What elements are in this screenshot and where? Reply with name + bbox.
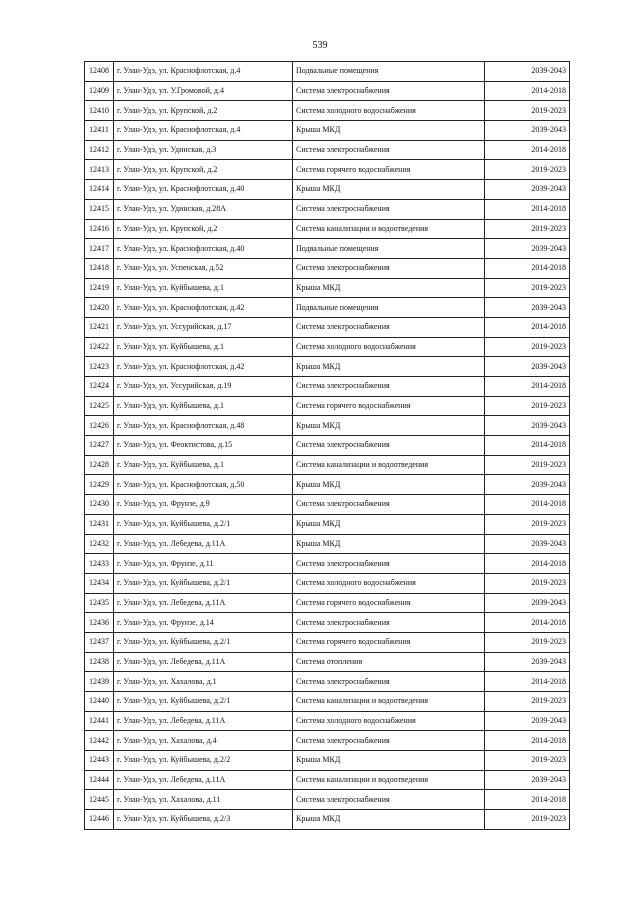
table-row	[85, 121, 570, 141]
row-period: 2014-2018	[485, 672, 570, 692]
row-address: г. Улан-Удэ, ул. Краснофлотская, д.48	[114, 416, 293, 436]
row-period: 2014-2018	[485, 258, 570, 278]
table-row	[85, 672, 570, 692]
row-address: г. Улан-Удэ, ул. Куйбышева, д.2/2	[114, 751, 293, 771]
row-number: 12422	[85, 337, 114, 357]
row-address: г. Улан-Удэ, ул. Хахалова, д.11	[114, 790, 293, 810]
row-number: 12414	[85, 180, 114, 200]
row-number: 12442	[85, 731, 114, 751]
table-row	[85, 790, 570, 810]
row-system: Система электроснабжения	[293, 495, 485, 515]
row-system: Система горячего водоснабжения	[293, 160, 485, 180]
row-system: Система электроснабжения	[293, 613, 485, 633]
row-number: 12440	[85, 692, 114, 712]
row-number: 12444	[85, 770, 114, 790]
row-address: г. Улан-Удэ, ул. Фрунзе, д.14	[114, 613, 293, 633]
row-address: г. Улан-Удэ, ул. Краснофлотская, д.4	[114, 62, 293, 82]
row-period: 2019-2023	[485, 455, 570, 475]
row-system: Подвальные помещения	[293, 62, 485, 82]
table-row	[85, 317, 570, 337]
table-row	[85, 357, 570, 377]
page-number: 539	[312, 40, 328, 51]
row-number: 12410	[85, 101, 114, 121]
row-system: Система холодного водоснабжения	[293, 101, 485, 121]
row-period: 2019-2023	[485, 101, 570, 121]
row-system: Система холодного водоснабжения	[293, 573, 485, 593]
table-row	[85, 652, 570, 672]
row-address: г. Улан-Удэ, ул. Краснофлотская, д.42	[114, 357, 293, 377]
row-period: 2014-2018	[485, 317, 570, 337]
row-address: г. Улан-Удэ, ул. Лебедева, д.11А	[114, 770, 293, 790]
row-period: 2039-2043	[485, 593, 570, 613]
table-row	[85, 298, 570, 318]
row-number: 12446	[85, 810, 114, 830]
table-row	[85, 337, 570, 357]
row-address: г. Улан-Удэ, ул. Лебедева, д.11А	[114, 593, 293, 613]
row-number: 12443	[85, 751, 114, 771]
row-address: г. Улан-Удэ, ул. Краснофлотская, д.42	[114, 298, 293, 318]
row-address: г. Улан-Удэ, ул. Удинская, д.28А	[114, 199, 293, 219]
table-row	[85, 810, 570, 830]
row-period: 2019-2023	[485, 632, 570, 652]
row-number: 12436	[85, 613, 114, 633]
table-row	[85, 101, 570, 121]
table-row	[85, 416, 570, 436]
row-number: 12437	[85, 632, 114, 652]
row-period: 2039-2043	[485, 357, 570, 377]
row-number: 12411	[85, 121, 114, 141]
row-address: г. Улан-Удэ, ул. Лебедева, д.11А	[114, 534, 293, 554]
row-address: г. Улан-Удэ, ул. Краснофлотская, д.4	[114, 121, 293, 141]
row-period: 2039-2043	[485, 239, 570, 259]
row-period: 2019-2023	[485, 278, 570, 298]
row-address: г. Улан-Удэ, ул. Куйбышева, д.2/1	[114, 514, 293, 534]
row-address: г. Улан-Удэ, ул. Куйбышева, д.1	[114, 337, 293, 357]
row-number: 12431	[85, 514, 114, 534]
row-number: 12415	[85, 199, 114, 219]
row-system: Система канализации и водоотведения	[293, 692, 485, 712]
row-system: Система электроснабжения	[293, 258, 485, 278]
row-period: 2019-2023	[485, 514, 570, 534]
row-address: г. Улан-Удэ, ул. Краснофлотская, д.50	[114, 475, 293, 495]
row-system: Крыша МКД	[293, 514, 485, 534]
row-number: 12409	[85, 81, 114, 101]
table-row	[85, 475, 570, 495]
table-row	[85, 554, 570, 574]
row-number: 12416	[85, 219, 114, 239]
table-row	[85, 436, 570, 456]
row-system: Система электроснабжения	[293, 317, 485, 337]
row-address: г. Улан-Удэ, ул. Куйбышева, д.2/1	[114, 632, 293, 652]
row-system: Система канализации и водоотведения	[293, 770, 485, 790]
row-number: 12427	[85, 436, 114, 456]
row-system: Крыша МКД	[293, 180, 485, 200]
row-period: 2039-2043	[485, 416, 570, 436]
row-system: Система электроснабжения	[293, 377, 485, 397]
row-address: г. Улан-Удэ, ул. Крупской, д.2	[114, 160, 293, 180]
table-row	[85, 62, 570, 82]
row-period: 2019-2023	[485, 751, 570, 771]
row-address: г. Улан-Удэ, ул. Фрунзе, д.9	[114, 495, 293, 515]
row-system: Крыша МКД	[293, 121, 485, 141]
table-row	[85, 573, 570, 593]
row-system: Система горячего водоснабжения	[293, 632, 485, 652]
row-number: 12408	[85, 62, 114, 82]
table-row	[85, 140, 570, 160]
row-period: 2014-2018	[485, 554, 570, 574]
row-address: г. Улан-Удэ, ул. Крупской, д.2	[114, 219, 293, 239]
row-address: г. Улан-Удэ, ул. Куйбышева, д.1	[114, 396, 293, 416]
row-period: 2039-2043	[485, 711, 570, 731]
row-period: 2039-2043	[485, 475, 570, 495]
table-row	[85, 396, 570, 416]
row-number: 12426	[85, 416, 114, 436]
row-system: Система холодного водоснабжения	[293, 337, 485, 357]
row-system: Система холодного водоснабжения	[293, 711, 485, 731]
row-period: 2019-2023	[485, 396, 570, 416]
row-period: 2039-2043	[485, 652, 570, 672]
row-system: Система горячего водоснабжения	[293, 396, 485, 416]
table-row	[85, 455, 570, 475]
row-system: Подвальные помещения	[293, 239, 485, 259]
row-period: 2039-2043	[485, 298, 570, 318]
row-address: г. Улан-Удэ, ул. Краснофлотская, д.40	[114, 239, 293, 259]
table-row	[85, 278, 570, 298]
register-table	[84, 61, 570, 830]
row-period: 2014-2018	[485, 731, 570, 751]
row-address: г. Улан-Удэ, ул. Уссурийская, д.17	[114, 317, 293, 337]
row-period: 2014-2018	[485, 140, 570, 160]
row-address: г. Улан-Удэ, ул. Хахалова, д.1	[114, 672, 293, 692]
row-number: 12413	[85, 160, 114, 180]
table-row	[85, 593, 570, 613]
row-address: г. Улан-Удэ, ул. Лебедева, д.11А	[114, 711, 293, 731]
row-address: г. Улан-Удэ, ул. Феоктистова, д.15	[114, 436, 293, 456]
row-address: г. Улан-Удэ, ул. Хахалова, д.4	[114, 731, 293, 751]
row-period: 2019-2023	[485, 160, 570, 180]
table-row	[85, 692, 570, 712]
row-address: г. Улан-Удэ, ул. Куйбышева, д.1	[114, 278, 293, 298]
row-system: Система электроснабжения	[293, 672, 485, 692]
row-system: Крыша МКД	[293, 357, 485, 377]
row-period: 2019-2023	[485, 810, 570, 830]
row-address: г. Улан-Удэ, ул. Успенская, д.52	[114, 258, 293, 278]
row-period: 2039-2043	[485, 180, 570, 200]
table-row	[85, 199, 570, 219]
row-system: Система отопления	[293, 652, 485, 672]
row-system: Крыша МКД	[293, 751, 485, 771]
row-system: Система электроснабжения	[293, 554, 485, 574]
table-row	[85, 258, 570, 278]
table-row	[85, 613, 570, 633]
row-number: 12424	[85, 377, 114, 397]
row-system: Система электроснабжения	[293, 81, 485, 101]
row-system: Крыша МКД	[293, 475, 485, 495]
row-period: 2039-2043	[485, 62, 570, 82]
row-number: 12430	[85, 495, 114, 515]
row-number: 12417	[85, 239, 114, 259]
table-row	[85, 514, 570, 534]
row-period: 2014-2018	[485, 436, 570, 456]
row-address: г. Улан-Удэ, ул. Куйбышева, д.2/1	[114, 692, 293, 712]
row-period: 2014-2018	[485, 81, 570, 101]
row-system: Крыша МКД	[293, 810, 485, 830]
row-period: 2019-2023	[485, 573, 570, 593]
row-system: Крыша МКД	[293, 278, 485, 298]
row-system: Система горячего водоснабжения	[293, 593, 485, 613]
row-number: 12433	[85, 554, 114, 574]
row-number: 12441	[85, 711, 114, 731]
table-body	[85, 62, 570, 830]
row-address: г. Улан-Удэ, ул. Крупской, д.2	[114, 101, 293, 121]
row-number: 12435	[85, 593, 114, 613]
table-row	[85, 239, 570, 259]
row-system: Крыша МКД	[293, 534, 485, 554]
row-address: г. Улан-Удэ, ул. Куйбышева, д.1	[114, 455, 293, 475]
row-period: 2039-2043	[485, 534, 570, 554]
table-row	[85, 160, 570, 180]
table-row	[85, 632, 570, 652]
row-period: 2014-2018	[485, 790, 570, 810]
row-system: Система электроснабжения	[293, 731, 485, 751]
row-system: Крыша МКД	[293, 416, 485, 436]
row-number: 12423	[85, 357, 114, 377]
row-address: г. Улан-Удэ, ул. Куйбышева, д.2/3	[114, 810, 293, 830]
table-row	[85, 770, 570, 790]
row-number: 12412	[85, 140, 114, 160]
row-period: 2014-2018	[485, 377, 570, 397]
row-address: г. Улан-Удэ, ул. Лебедева, д.11А	[114, 652, 293, 672]
row-system: Система электроснабжения	[293, 140, 485, 160]
row-number: 12420	[85, 298, 114, 318]
table-row	[85, 534, 570, 554]
row-number: 12434	[85, 573, 114, 593]
row-system: Подвальные помещения	[293, 298, 485, 318]
row-period: 2019-2023	[485, 337, 570, 357]
row-number: 12418	[85, 258, 114, 278]
row-address: г. Улан-Удэ, ул. Удинская, д.3	[114, 140, 293, 160]
table-row	[85, 219, 570, 239]
table-row	[85, 81, 570, 101]
table-row	[85, 751, 570, 771]
row-period: 2019-2023	[485, 692, 570, 712]
row-system: Система электроснабжения	[293, 436, 485, 456]
row-period: 2039-2043	[485, 770, 570, 790]
row-number: 12419	[85, 278, 114, 298]
row-address: г. Улан-Удэ, ул. Уссурийская, д.19	[114, 377, 293, 397]
row-period: 2014-2018	[485, 199, 570, 219]
table-row	[85, 377, 570, 397]
table-row	[85, 180, 570, 200]
row-period: 2039-2043	[485, 121, 570, 141]
row-system: Система электроснабжения	[293, 790, 485, 810]
row-period: 2014-2018	[485, 495, 570, 515]
table-row	[85, 731, 570, 751]
table-row	[85, 711, 570, 731]
row-system: Система канализации и водоотведения	[293, 219, 485, 239]
row-number: 12421	[85, 317, 114, 337]
row-system: Система электроснабжения	[293, 199, 485, 219]
row-number: 12425	[85, 396, 114, 416]
row-number: 12438	[85, 652, 114, 672]
table-row	[85, 495, 570, 515]
row-period: 2019-2023	[485, 219, 570, 239]
row-number: 12439	[85, 672, 114, 692]
row-system: Система канализации и водоотведения	[293, 455, 485, 475]
row-number: 12432	[85, 534, 114, 554]
row-period: 2014-2018	[485, 613, 570, 633]
row-address: г. Улан-Удэ, ул. Краснофлотская, д.40	[114, 180, 293, 200]
row-address: г. Улан-Удэ, ул. Фрунзе, д.11	[114, 554, 293, 574]
row-number: 12445	[85, 790, 114, 810]
row-address: г. Улан-Удэ, ул. Куйбышева, д.2/1	[114, 573, 293, 593]
row-number: 12428	[85, 455, 114, 475]
row-number: 12429	[85, 475, 114, 495]
row-address: г. Улан-Удэ, ул. У.Громовой, д.4	[114, 81, 293, 101]
